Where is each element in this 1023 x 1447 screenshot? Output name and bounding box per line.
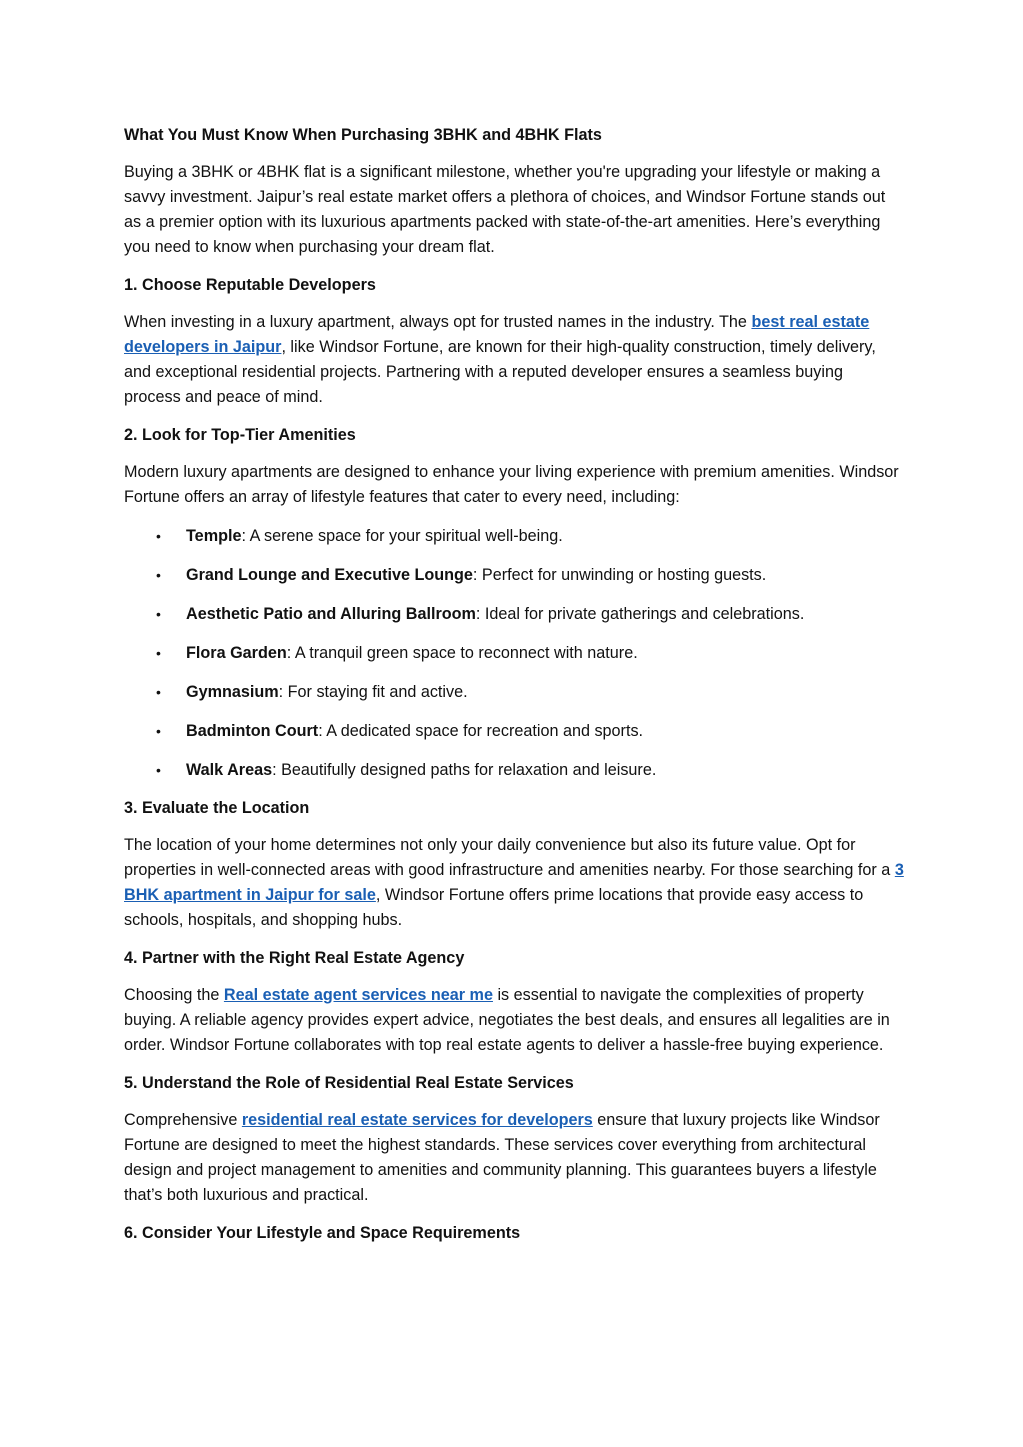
bullet-icon: • [156, 567, 161, 583]
bullet-icon: • [156, 606, 161, 622]
amenity-term: Badminton Court [186, 722, 319, 740]
section-1-paragraph [124, 310, 904, 410]
amenity-term: Aesthetic Patio and Alluring Ballroom [186, 605, 476, 623]
bullet-icon: • [156, 762, 161, 778]
section-3-text-after: , Windsor Fortune offers prime locations that provide easy access to schools, hospitals, and shopping hubs. [124, 886, 864, 929]
section-3-heading: 3. Evaluate the Location [124, 799, 310, 817]
intro-paragraph: Buying a 3BHK or 4BHK flat is a significant milestone, whether you're upgrading your lifestyle or making a savvy investment. Jaipur’s real estate market offers a plethora of choices, and Windsor Fortune stands out as a premier option with its luxurious apartments packed with state-of-the-art amenities. Here’s everything you need to know when purchasing your dream flat. [124, 163, 886, 256]
amenity-description: : A dedicated space for recreation and sports. [318, 722, 644, 740]
3bhk-apartment-link[interactable]: 3 BHK apartment in Jaipur for sale [124, 861, 904, 904]
section-2-heading: 2. Look for Top-Tier Amenities [124, 426, 356, 444]
list-item [124, 602, 904, 627]
section-3-text-before: The location of your home determines not only your daily convenience but also its future value. Opt for properties in well-connected areas with good infrastructure and amenities nearby. For those searching for a [124, 836, 895, 879]
bullet-icon: • [156, 528, 161, 544]
bullet-icon: • [156, 645, 161, 661]
list-item [124, 524, 904, 549]
section-1-text-after: , like Windsor Fortune, are known for their high-quality construction, timely delivery, and exceptional residential projects. Partnering with a reputed developer ensures a seamless buying process and peace of mind. [124, 338, 876, 406]
amenity-description: : For staying fit and active. [278, 683, 468, 701]
amenity-description: : A serene space for your spiritual well-being. [241, 527, 563, 545]
section-1-text-before: When investing in a luxury apartment, always opt for trusted names in the industry. The [124, 313, 752, 331]
list-item [124, 680, 904, 705]
list-item [124, 563, 904, 588]
section-3-paragraph [124, 833, 904, 933]
amenity-description: : A tranquil green space to reconnect with nature. [286, 644, 638, 662]
best-real-estate-developers-link[interactable]: best real estate developers in Jaipur [124, 313, 870, 356]
amenities-list [124, 524, 904, 783]
document-page [124, 124, 904, 1258]
amenity-term: Gymnasium [186, 683, 279, 701]
amenity-term: Temple [186, 527, 242, 545]
amenity-term: Walk Areas [186, 761, 273, 779]
amenity-term: Grand Lounge and Executive Lounge [186, 566, 473, 584]
bullet-icon: • [156, 684, 161, 700]
real-estate-agent-link[interactable]: Real estate agent services near me [223, 986, 493, 1004]
list-item [124, 719, 904, 744]
list-item [124, 641, 904, 666]
section-2-paragraph: Modern luxury apartments are designed to enhance your living experience with premium amenities. Windsor Fortune offers an array of lifestyle features that cater to every need, including: [124, 463, 899, 506]
residential-services-link[interactable]: residential real estate services for developers [241, 1111, 593, 1129]
section-5-heading: 5. Understand the Role of Residential Real Estate Services [124, 1074, 574, 1092]
bullet-icon: • [156, 723, 161, 739]
section-5-paragraph [124, 1108, 904, 1208]
amenity-description: : Beautifully designed paths for relaxation and leisure. [272, 761, 657, 779]
document-title: What You Must Know When Purchasing 3BHK and 4BHK Flats [124, 126, 602, 144]
section-4-paragraph [124, 983, 904, 1058]
amenity-description: : Ideal for private gatherings and celebrations. [475, 605, 805, 623]
section-4-text-after: is essential to navigate the complexities of property buying. A reliable agency provides expert advice, negotiates the best deals, and ensures all legalities are in order. Windsor Fortune collaborates with top real estate agents to deliver a hassle-free buying experience. [124, 986, 890, 1054]
list-item [124, 758, 904, 783]
section-5-text-after: ensure that luxury projects like Windsor Fortune are designed to meet the highest standards. These services cover everything from architectural design and project management to amenities and community planning. This guarantees buyers a lifestyle that’s both luxurious and practical. [124, 1111, 880, 1204]
section-6-heading: 6. Consider Your Lifestyle and Space Requirements [124, 1224, 521, 1242]
section-1-heading: 1. Choose Reputable Developers [124, 276, 376, 294]
section-4-text-before: Choosing the [124, 986, 224, 1004]
section-4-heading: 4. Partner with the Right Real Estate Agency [124, 949, 465, 967]
section-5-text-before: Comprehensive [124, 1111, 242, 1129]
amenity-description: : Perfect for unwinding or hosting guests. [472, 566, 767, 584]
amenity-term: Flora Garden [186, 644, 287, 662]
